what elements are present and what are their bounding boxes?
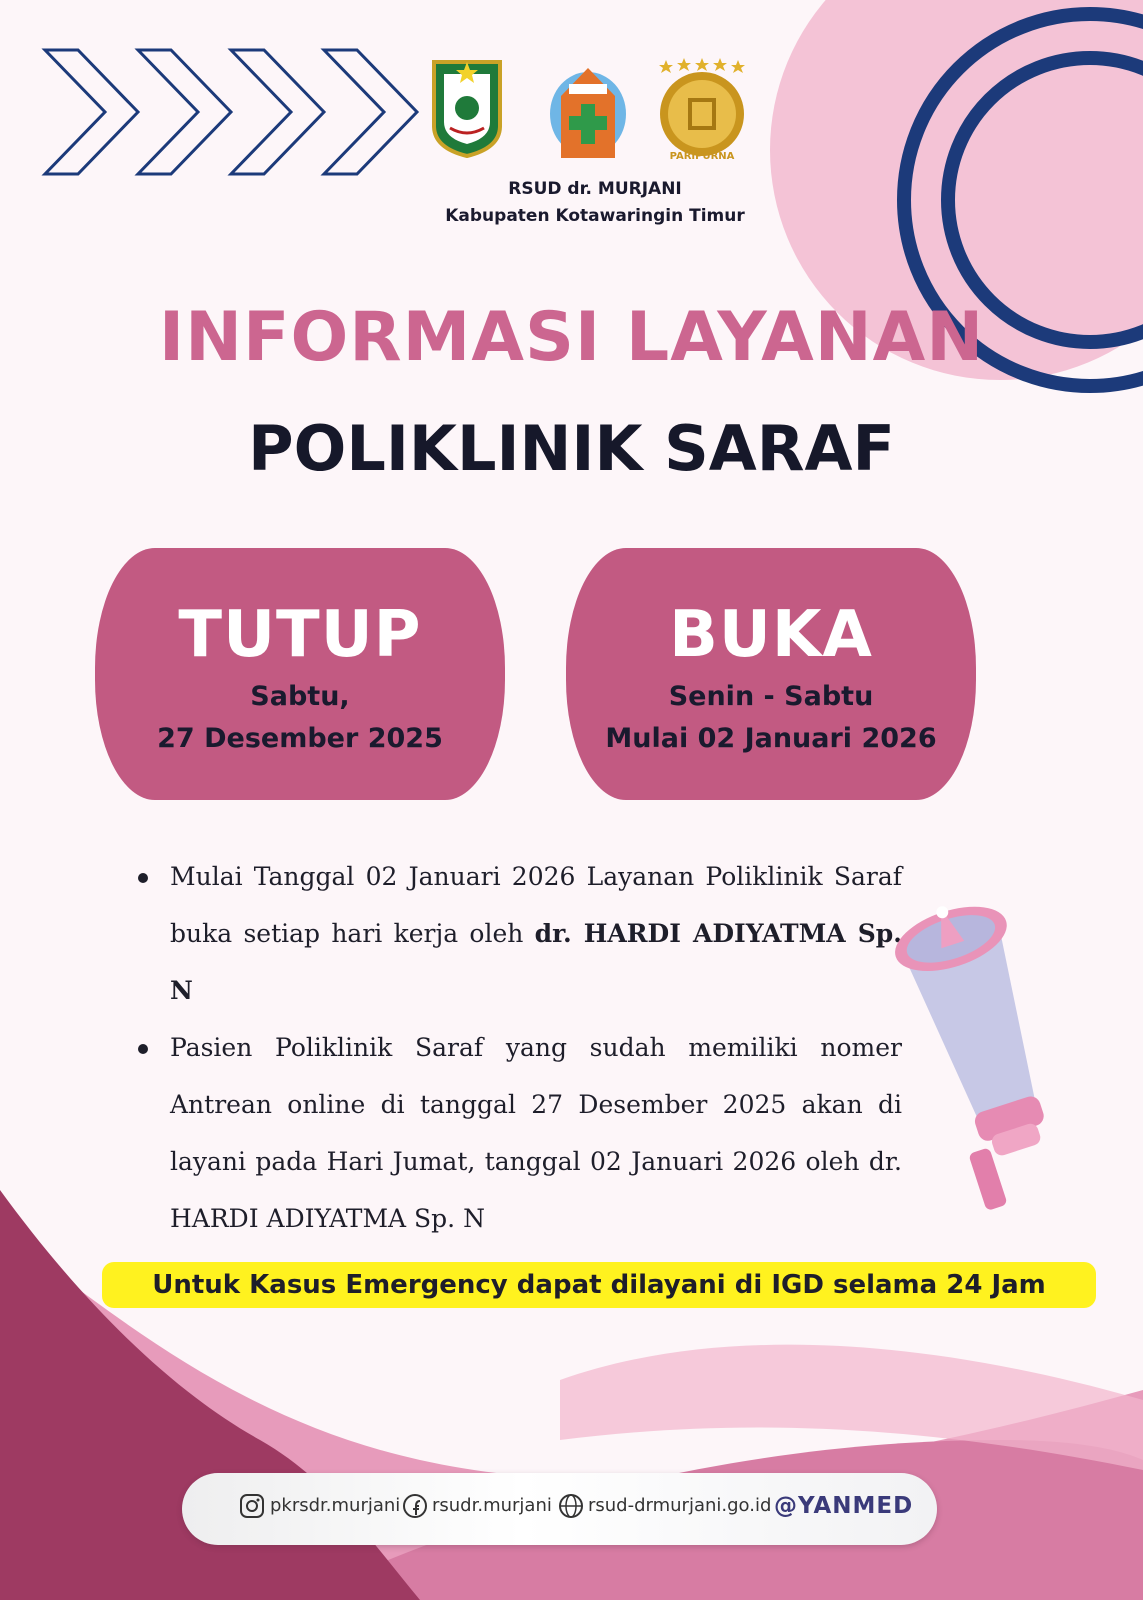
- facebook-handle[interactable]: rsudr.murjani: [432, 1495, 552, 1516]
- facebook-icon: [402, 1493, 428, 1519]
- open-card: [566, 548, 976, 800]
- info-list: [138, 848, 902, 1247]
- website-link[interactable]: rsud-drmurjani.go.id: [588, 1495, 772, 1516]
- list-item-text: Pasien Poliklinik Saraf yang sudah memiliki nomer Antrean online di tanggal 27 Desember 2025 akan di layani pada Hari Jumat, tanggal 02 Januari 2026 oleh dr. HARDI ADIYATMA Sp. N: [170, 1033, 902, 1233]
- instagram-handle[interactable]: pkrsdr.murjani: [270, 1495, 401, 1516]
- list-item: [138, 1019, 902, 1247]
- closed-day: Sabtu,: [250, 681, 350, 712]
- instagram-icon: [239, 1493, 265, 1519]
- regional-emblem-logo: [430, 56, 504, 160]
- chevron-arrows-icon: [45, 50, 417, 174]
- org-block: [400, 176, 790, 230]
- footer-bar: [182, 1473, 937, 1545]
- badge-caption: PARIPURNA: [669, 151, 735, 162]
- list-item: [138, 848, 902, 1019]
- closed-date: 27 Desember 2025: [157, 723, 443, 754]
- emergency-note: Untuk Kasus Emergency dapat dilayani di IGD selama 24 Jam: [102, 1262, 1096, 1308]
- closed-label: TUTUP: [178, 598, 422, 672]
- org-name: RSUD dr. MURJANI: [508, 179, 682, 199]
- doctor-name: dr. HARDI ADIYATMA Sp. N: [170, 919, 902, 1005]
- title-line-2: POLIKLINIK SARAF: [248, 412, 895, 485]
- bullet-icon: [138, 873, 148, 883]
- open-label: BUKA: [669, 598, 873, 672]
- megaphone-icon: [868, 893, 1108, 1211]
- list-item-text: Mulai Tanggal 02 Januari 2026 Layanan Poliklinik Saraf buka setiap hari kerja oleh: [170, 862, 902, 948]
- bullet-icon: [138, 1044, 148, 1054]
- yanmed-tag: @YANMED: [774, 1493, 914, 1519]
- hospital-logo: [547, 58, 629, 168]
- org-region: Kabupaten Kotawaringin Timur: [445, 206, 745, 226]
- title-line-1: INFORMASI LAYANAN: [158, 298, 985, 377]
- globe-icon: [558, 1493, 584, 1519]
- closed-card: [95, 548, 505, 800]
- open-days: Senin - Sabtu: [668, 681, 874, 712]
- open-date: Mulai 02 Januari 2026: [605, 723, 937, 754]
